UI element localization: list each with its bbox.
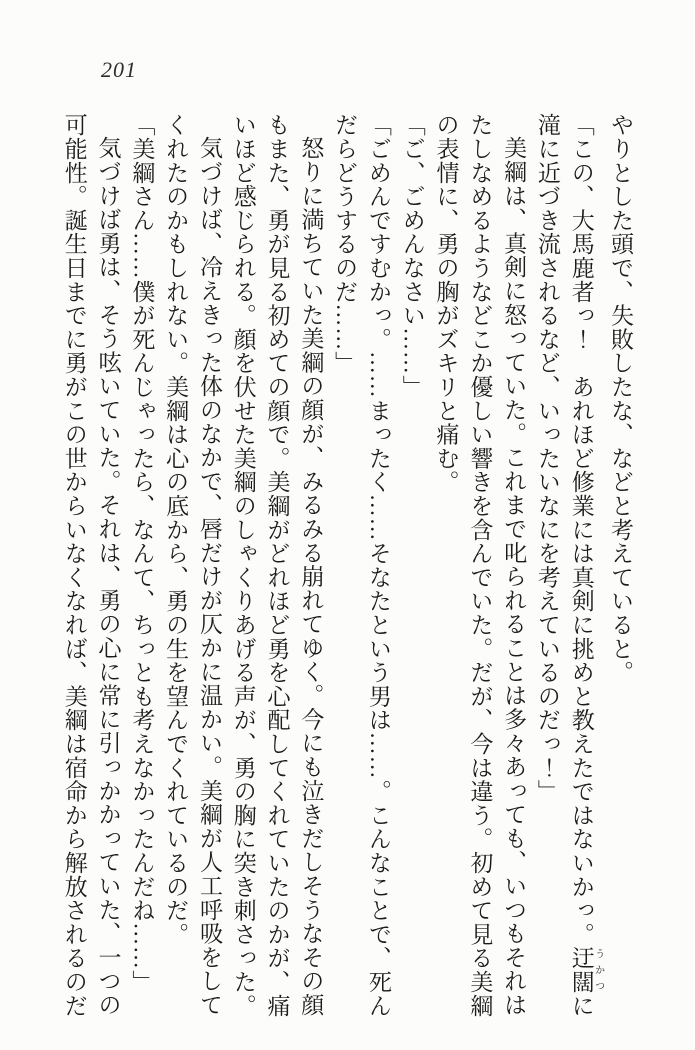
text-line: 怒りに満ちていた美綱の顔が、みるみる崩れてゆく。今にも泣きだしそうなその顔 [298,136,324,1017]
text-line: 「ごめんですむかっ。……まったく……そなたという男は……。こんなことで、死ん [365,113,391,1018]
text-line: 「ご、ごめんなさい……」 [399,113,425,399]
text-line: いほど感じられる。顔を伏せた美綱のしゃくりあげる声が、勇の胸に突き刺さった。 [230,113,256,1018]
text-block [57,113,637,1039]
text-line: くれたのかもしれない。美綱は心の底から、勇の生を望んでくれているのだ。 [163,113,189,946]
text-line: 美綱は、真剣に怒っていた。これまで叱られることは多々あっても、いつもそれは [501,136,527,1017]
page-number: 201 [101,57,137,82]
text-line: たしなめるようなどこか優しい響きを含んでいた。だが、今は違う。初めて見る美綱 [467,113,493,1018]
text-line: やりとした頭で、失敗したな、などと考えていると。 [608,113,633,685]
text-line: もまた、勇が見る初めての顔で。美綱がどれほど勇を心配してくれていたのかが、痛 [264,113,290,1018]
text-line: の表情に、勇の胸がズキリと痛む。 [433,113,459,494]
text-line: 滝に近づき流されるなど、いったいなにを考えているのだっ！」 [534,113,560,804]
text-line: 気づけば、冷えきった体のなかで、唇だけが仄かに温かい。美綱が人工呼吸をして [196,136,222,1017]
text-line: 「この、大馬鹿者っ！ あれほど修業には真剣に挑めと教えたではないかっ。迂闊 うかつに [568,113,604,1018]
text-line: だらどうするのだ……」 [332,113,358,375]
text-line: 可能性。誕生日までに勇がこの世からいなくなれば、美綱は宿命から解放されるのだ [61,113,87,1018]
text-line: 「美綱さん……僕が死んじゃったら、なんて、ちっとも考えなかったんだね……」 [129,113,155,994]
text-line: 気づけば勇は、そう呟いていた。それは、勇の心に常に引っかかっていた、一つの [95,136,121,1017]
furigana-ruby: 迂闊 うかつ [568,946,604,994]
